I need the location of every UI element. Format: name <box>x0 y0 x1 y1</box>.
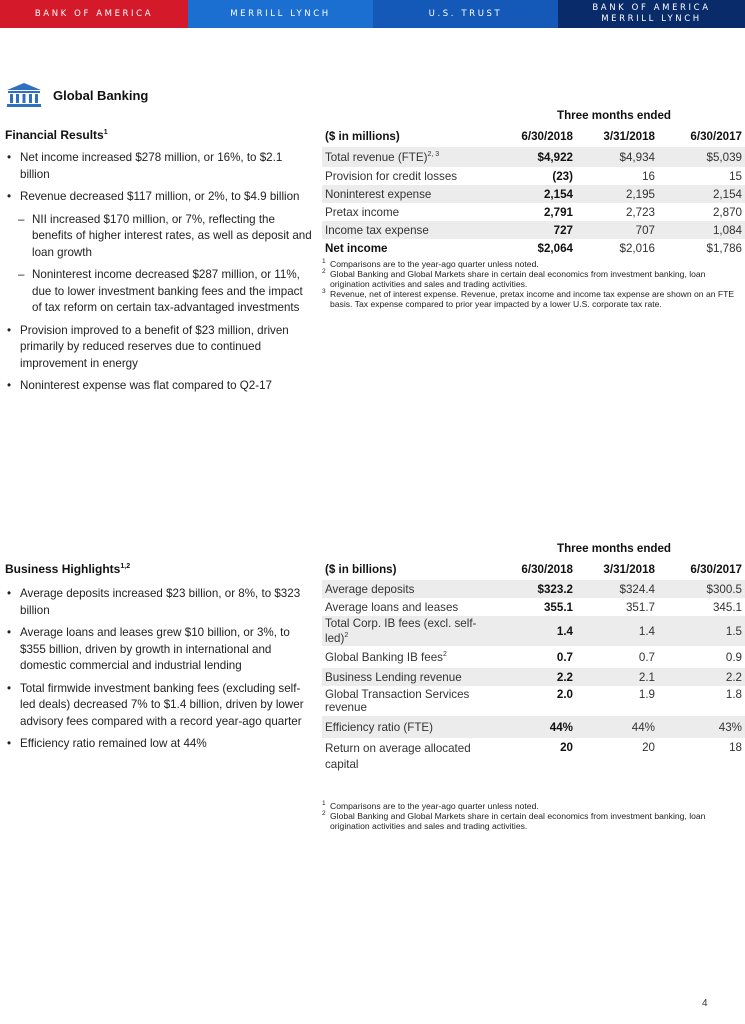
cell-value: 351.7 <box>625 600 655 614</box>
sub-bullet-item: – NII increased $170 million, or 7%, reflecting the benefits of higher interest rates, as well as deposit and loan growth <box>5 212 313 262</box>
page-title: Global Banking <box>53 87 149 103</box>
row-label: Average deposits <box>322 580 492 598</box>
column-header: ($ in billions) <box>325 562 397 576</box>
cell-value: $5,039 <box>658 147 745 167</box>
financial-results-heading: Financial Results$^1$ <box>5 128 108 142</box>
business-period-label: Three months ended <box>557 542 672 555</box>
bullet-item: • Average deposits increased $23 billion, or 8%, to $323 billion <box>5 586 313 619</box>
financial-results-table <box>322 125 745 257</box>
brand-merrill-lynch: MERRILL LYNCH <box>188 0 373 28</box>
cell-value: $324.4 <box>576 580 658 598</box>
cell-value: 355.1 <box>543 600 573 614</box>
column-header: 6/30/2017 <box>690 562 742 576</box>
row-label: Return on average allocated capital <box>325 742 471 771</box>
table-row <box>322 167 745 185</box>
cell-value: 1.5 <box>658 616 745 646</box>
row-label: Net income <box>325 241 388 255</box>
bullet-item: • Net income increased $278 million, or 16%, to $2.1 billion <box>5 150 313 183</box>
cell-value: 15 <box>729 169 742 183</box>
column-header: 6/30/2017 <box>690 129 742 143</box>
row-label: Provision for credit losses <box>325 169 458 183</box>
financial-results-bullets <box>5 150 313 401</box>
row-label: Global Transaction Services revenue <box>325 688 470 714</box>
cell-value: (23) <box>552 169 573 183</box>
row-label: Average loans and leases <box>325 600 459 614</box>
column-header: 3/31/2018 <box>603 129 655 143</box>
brand-combined: BANK OF AMERICA MERRILL LYNCH <box>558 0 745 28</box>
bullet-item: • Average loans and leases grew $10 billion, or 3%, to $355 billion, driven by growth in international and domestic commercial and industrial lending <box>5 625 313 675</box>
cell-value: 1,084 <box>658 221 745 239</box>
business-highlights-bullets <box>5 586 313 759</box>
cell-value: 2,154 <box>658 185 745 203</box>
cell-value: 1.8 <box>725 688 742 701</box>
table-row <box>322 686 745 716</box>
cell-value: $2,064 <box>537 241 573 255</box>
row-label: Income tax expense <box>322 221 492 239</box>
cell-value: 2,195 <box>576 185 658 203</box>
cell-value: 16 <box>642 169 655 183</box>
table-row <box>322 239 745 257</box>
row-label: Business Lending revenue <box>322 668 492 686</box>
table-row <box>322 221 745 239</box>
row-label: Total revenue (FTE)$^{2, 3}$ <box>322 147 492 167</box>
table-row <box>322 580 745 598</box>
table-row <box>322 738 745 774</box>
bullet-item: • Provision improved to a benefit of $23 million, driven primarily by reduced reserves due to continued improvement in energy <box>5 323 313 373</box>
cell-value: $300.5 <box>658 580 745 598</box>
cell-value: 20 <box>642 741 655 754</box>
table-header-row <box>322 125 745 147</box>
column-header: 3/31/2018 <box>603 562 655 576</box>
column-header: 6/30/2018 <box>521 562 573 576</box>
table-header-row <box>322 558 745 580</box>
cell-value: 2,791 <box>543 205 573 219</box>
business-footnotes <box>322 801 740 831</box>
cell-value: 0.7 <box>638 650 655 664</box>
cell-value: 1.4 <box>576 616 658 646</box>
brand-bank-of-america: BANK OF AMERICA <box>0 0 188 28</box>
cell-value: 44% <box>492 716 576 738</box>
cell-value: 2,870 <box>712 205 742 219</box>
row-label: Total Corp. IB fees (excl. self-led)$^2$ <box>322 616 492 646</box>
cell-value: 2,723 <box>625 205 655 219</box>
cell-value: 2.2 <box>658 668 745 686</box>
bullet-item: • Noninterest expense was flat compared to Q2-17 <box>5 378 313 395</box>
business-highlights-table <box>322 558 745 774</box>
table-row <box>322 668 745 686</box>
footnote: 2 Global Banking and Global Markets share in certain deal economics from investment banking, loan origination activities and sales and trading activities. <box>322 268 706 289</box>
sub-bullet-item: – Noninterest income decreased $287 million, or 11%, due to lower investment banking fees and the impact of tax reform on certain tax-advantaged investments <box>5 267 313 317</box>
cell-value: 727 <box>492 221 576 239</box>
cell-value: 2.1 <box>576 668 658 686</box>
cell-value: 707 <box>576 221 658 239</box>
financial-period-label: Three months ended <box>557 109 672 122</box>
table-row <box>322 598 745 616</box>
brand-bar <box>0 0 745 28</box>
cell-value: 2,154 <box>492 185 576 203</box>
cell-value: 43% <box>658 716 745 738</box>
row-label: Pretax income <box>325 205 400 219</box>
bank-building-icon <box>5 82 43 108</box>
footnote: 3 Revenue, net of interest expense. Revenue, pretax income and income tax expense are shown on an FTE basis. Tax expense compared to prior year impacted by a lower U.S. corporate tax rate. <box>322 288 735 309</box>
table-row <box>322 716 745 738</box>
cell-value: $4,934 <box>576 147 658 167</box>
column-header: 6/30/2018 <box>521 129 573 143</box>
table-row <box>322 147 745 167</box>
bullet-item: • Revenue decreased $117 million, or 2%, to $4.9 billion <box>5 189 313 206</box>
business-highlights-heading: Business Highlights$^{1,2}$ <box>5 562 131 576</box>
footnote: 1 Comparisons are to the year-ago quarter unless noted. <box>322 258 539 269</box>
brand-us-trust: U.S. TRUST <box>373 0 558 28</box>
footnote: 1 Comparisons are to the year-ago quarter unless noted. <box>322 800 539 811</box>
cell-value: 20 <box>560 741 573 754</box>
page-title-block <box>5 82 148 108</box>
column-header: ($ in millions) <box>325 129 400 143</box>
cell-value: 345.1 <box>712 600 742 614</box>
row-label: Efficiency ratio (FTE) <box>322 716 492 738</box>
cell-value: 18 <box>729 741 742 754</box>
cell-value: 1.9 <box>638 688 655 701</box>
row-label: Global Banking IB fees$^2$ <box>325 650 447 664</box>
cell-value: $323.2 <box>492 580 576 598</box>
cell-value: 44% <box>576 716 658 738</box>
page-number: 4 <box>702 998 708 1009</box>
cell-value: 2.2 <box>492 668 576 686</box>
bullet-item: • Total firmwide investment banking fees (excluding self-led deals) decreased 7% to $1.4 billion, driven by lower advisory fees compared with a record year-ago quarter <box>5 681 313 731</box>
cell-value: 0.9 <box>725 650 742 664</box>
cell-value: 0.7 <box>556 650 573 664</box>
cell-value: $4,922 <box>492 147 576 167</box>
table-row <box>322 203 745 221</box>
footnote: 2 Global Banking and Global Markets share in certain deal economics from investment banking, loan origination activities and sales and trading activities. <box>322 810 706 831</box>
financial-footnotes <box>322 259 740 309</box>
table-row <box>322 616 745 646</box>
table-row <box>322 646 745 668</box>
row-label: Noninterest expense <box>322 185 492 203</box>
cell-value: $2,016 <box>619 241 655 255</box>
cell-value: 1.4 <box>492 616 576 646</box>
cell-value: 2.0 <box>556 688 573 701</box>
table-row <box>322 185 745 203</box>
cell-value: $1,786 <box>706 241 742 255</box>
bullet-item: • Efficiency ratio remained low at 44% <box>5 736 313 753</box>
